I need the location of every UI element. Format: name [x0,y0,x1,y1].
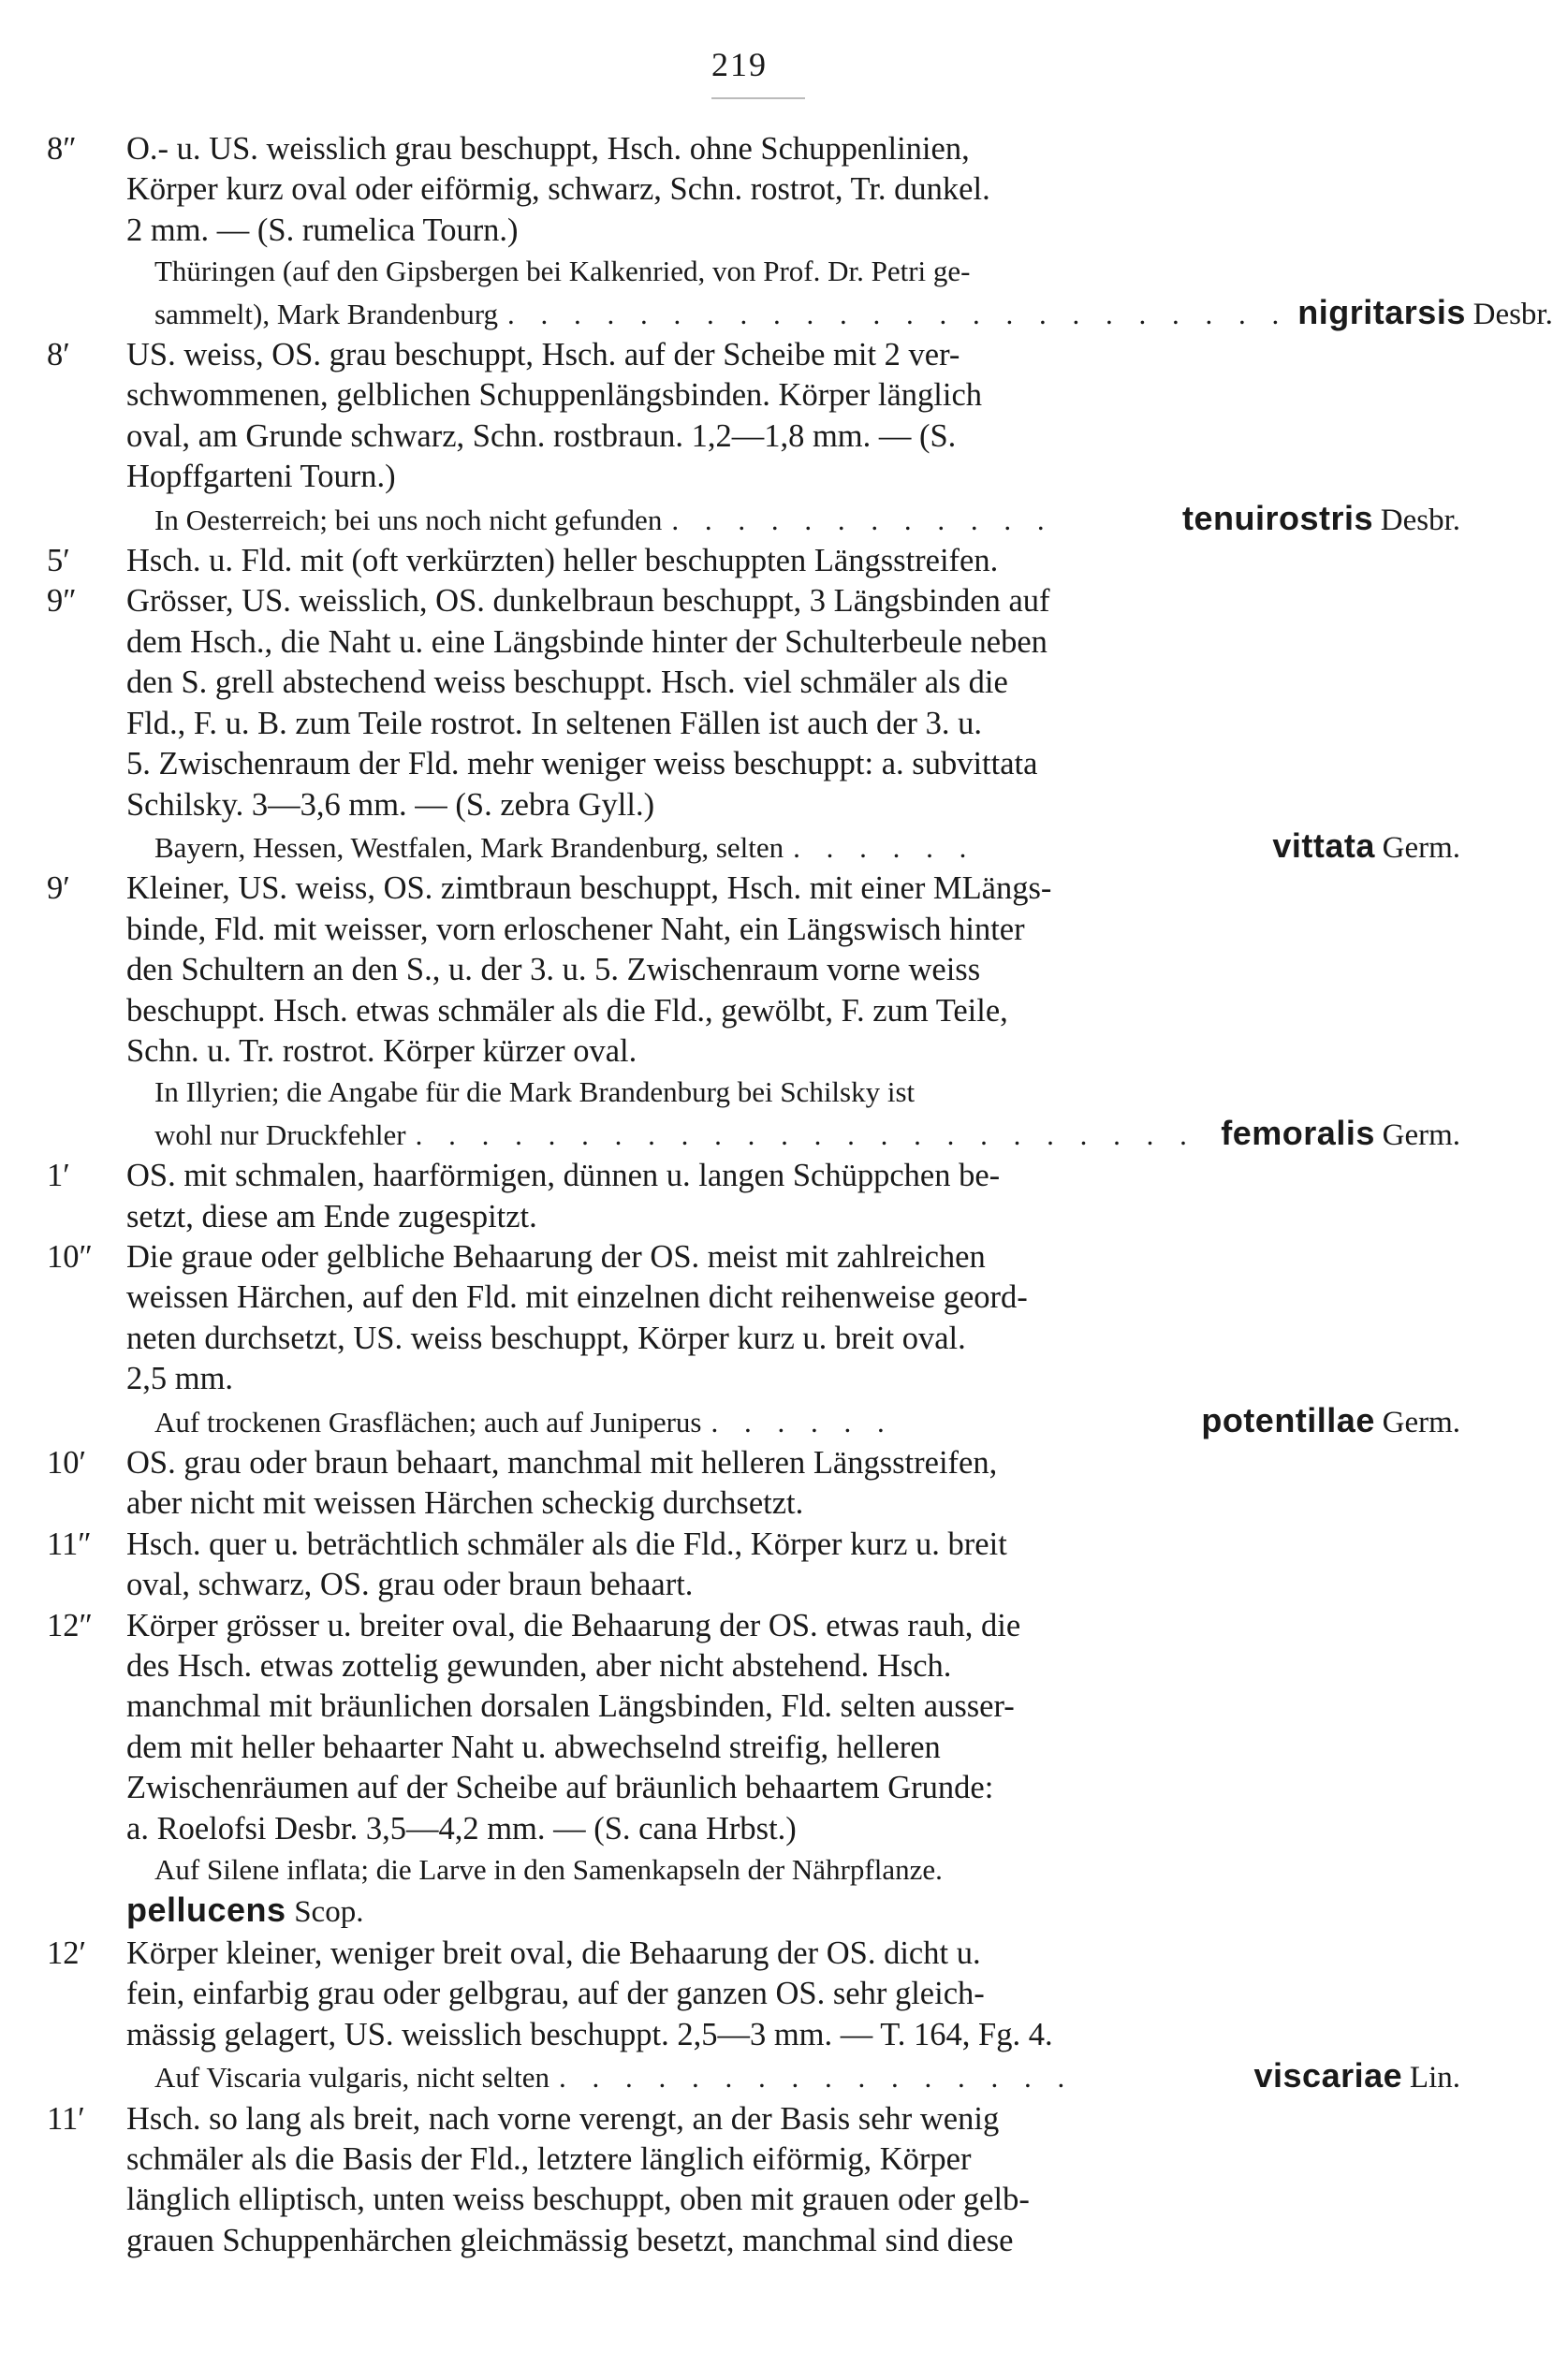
text-line: Körper kurz oval oder eiförmig, schwarz, Schn. rostrot, Tr. dunkel. [126,171,990,208]
couplet-number: 10″ [47,1238,93,1275]
distribution-line: wohl nur Druckfehler [154,1117,406,1151]
text-line: Kleiner, US. weiss, OS. zimtbraun beschuppt, Hsch. mit einer MLängs- [126,870,1052,907]
couplet-number: 11′ [47,2100,85,2137]
text-line: binde, Fld. mit weisser, vorn erloschener Naht, ein Längswisch hinter [126,911,1025,947]
text-line: Die graue oder gelbliche Behaarung der OS. meist mit zahlreichen [126,1238,986,1275]
key-entry [47,1525,1432,1606]
leader-dots: . . . . . . [711,1405,894,1438]
distribution-row [126,498,1460,541]
species-author: Desbr. [1472,297,1553,331]
species-author: Germ. [1382,1117,1460,1152]
distribution-line: Thüringen (auf den Gipsbergen bei Kalkenried, von Prof. Dr. Petri ge- [154,255,971,288]
key-entry [47,869,1460,1156]
text-line: schwommenen, gelblichen Schuppenlängsbinden. Körper länglich [126,377,983,414]
distribution-line: In Illyrien; die Angabe für die Mark Brandenburg bei Schilsky ist [154,1075,916,1109]
text-line: beschuppt. Hsch. etwas schmäler als die Fld., gewölbt, F. zum Teile, [126,992,1008,1029]
text-line: den S. grell abstechend weiss beschuppt. Hsch. viel schmäler als die [126,664,1008,701]
key-text [47,129,1553,2261]
key-entry [47,1934,1460,2099]
key-entry [47,581,1460,869]
species-author: Scop. [294,1895,364,1930]
text-line: oval, am Grunde schwarz, Schn. rostbraun. 1,2—1,8 mm. — (S. [126,417,957,454]
text-line: Grösser, US. weisslich, OS. dunkelbraun beschuppt, 3 Längsbinden auf [126,583,1050,620]
couplet-number: 9″ [47,583,77,620]
key-entry [47,2099,1432,2262]
species-author: Lin. [1409,2061,1460,2095]
text-line: Körper grösser u. breiter oval, die Behaarung der OS. etwas rauh, die [126,1607,1021,1643]
text-line: mässig gelagert, US. weisslich beschuppt. 2,5—3 mm. — T. 164, Fg. 4. [126,2016,1053,2052]
species-name: vittata [1272,825,1375,865]
text-line: a. Roelofsi Desbr. 3,5—4,2 mm. — (S. cana Hrbst.) [126,1810,797,1847]
distribution-line: Auf trockenen Grasflächen; auch auf Juniperus [154,1405,702,1438]
key-entry [47,1237,1460,1443]
distribution-line: In Oesterreich; bei uns noch nicht gefunden [154,503,663,536]
species-author: Germ. [1382,1405,1460,1439]
key-entry [47,1606,1432,1934]
text-line: manchmal mit bräunlichen dorsalen Längsbinden, Fld. selten ausser- [126,1688,1015,1725]
text-line: US. weiss, OS. grau beschuppt, Hsch. auf der Scheibe mit 2 ver- [126,337,960,373]
couplet-number: 1′ [47,1158,70,1194]
species-name: viscariae [1253,2056,1403,2095]
couplet-number: 10′ [47,1445,87,1481]
species-name: femoralis [1221,1113,1375,1152]
distribution-row [126,1400,1460,1443]
couplet-number: 11″ [47,1526,92,1562]
leader-dots: . . . . . . . . . . . . . . . . . . . . . . . . [415,1117,1196,1151]
text-line: setzt, diese am Ende zugespitzt. [126,1198,537,1234]
text-line: 5. Zwischenraum der Fld. mehr weniger weiss beschuppt: a. subvittata [126,746,1038,782]
distribution-line: Auf Silene inflata; die Larve in den Samenkapseln der Nährpflanze. [154,1853,943,1887]
distribution-line: Bayern, Hessen, Westfalen, Mark Brandenburg, selten [154,830,784,864]
text-line: oval, schwarz, OS. grau oder braun behaart. [126,1567,694,1603]
leader-dots: . . . . . . [793,830,976,864]
couplet-number: 5′ [47,543,70,579]
text-line: Fld., F. u. B. zum Teile rostrot. In seltenen Fällen ist auch der 3. u. [126,705,983,741]
species-name: pellucens [126,1891,286,1930]
species-author: Germ. [1382,830,1460,865]
text-line: 2,5 mm. [126,1361,234,1397]
text-line: Schn. u. Tr. rostrot. Körper kürzer oval. [126,1032,637,1069]
text-line: weissen Härchen, auf den Fld. mit einzelnen dicht reihenweise geord- [126,1279,1028,1316]
text-line: dem mit heller behaarter Naht u. abwechselnd streifig, helleren [126,1729,941,1765]
text-line: aber nicht mit weissen Härchen scheckig durchsetzt. [126,1485,804,1522]
text-line: dem Hsch., die Naht u. eine Längsbinde hinter der Schulterbeule neben [126,623,1048,660]
text-line: den Schultern an den S., u. der 3. u. 5. Zwischenraum vorne weiss [126,952,981,988]
text-line: 2 mm. — (S. rumelica Tourn.) [126,212,519,248]
key-entry [47,129,1553,335]
couplet-number: 8″ [47,131,77,167]
text-line: Schilsky. 3—3,6 mm. — (S. zebra Gyll.) [126,786,655,823]
couplet-number: 12″ [47,1607,93,1643]
text-line: Hsch. quer u. beträchtlich schmäler als die Fld., Körper kurz u. breit [126,1526,1007,1562]
distribution-row [126,292,1553,335]
couplet-number: 12′ [47,1935,87,1971]
leader-dots: . . . . . . . . . . . . . . . . [558,2061,1075,2095]
text-line: OS. grau oder braun behaart, manchmal mit helleren Längsstreifen, [126,1445,998,1481]
text-line: grauen Schuppenhärchen gleichmässig besetzt, manchmal sind diese [126,2222,1014,2258]
text-line: Körper kleiner, weniger breit oval, die Behaarung der OS. dicht u. [126,1935,981,1971]
text-line: Hopffgarteni Tourn.) [126,459,396,495]
distribution-line: sammelt), Mark Brandenburg [154,297,499,330]
key-entry [47,541,1432,581]
species-author: Desbr. [1380,503,1460,537]
key-entry [47,335,1460,541]
species-name: tenuirostris [1181,498,1373,537]
distribution-row [126,2055,1460,2098]
text-line: Hsch. so lang als breit, nach vorne verengt, an der Basis sehr wenig [126,2100,1000,2137]
text-line: OS. mit schmalen, haarförmigen, dünnen u. langen Schüppchen be- [126,1158,1001,1194]
text-line: Zwischenräumen auf der Scheibe auf bräunlich behaartem Grunde: [126,1770,994,1806]
text-line: fein, einfarbig grau oder gelbgrau, auf der ganzen OS. sehr gleich- [126,1976,985,2012]
key-entry [47,1443,1432,1525]
leader-dots: . . . . . . . . . . . . . . . . . . . . . . . . [507,297,1289,330]
species-name: nigritarsis [1297,292,1466,331]
text-line: schmäler als die Basis der Fld., letztere länglich eiförmig, Körper [126,2140,972,2177]
key-entry [47,1156,1432,1237]
page-number-rule [711,97,805,99]
text-line: länglich elliptisch, unten weiss beschuppt, oben mit grauen oder gelb- [126,2182,1030,2218]
species-line [126,1890,1432,1933]
text-line: Hsch. u. Fld. mit (oft verkürzten) heller beschuppten Längsstreifen. [126,543,999,579]
text-line: O.- u. US. weisslich grau beschuppt, Hsch. ohne Schuppenlinien, [126,131,970,167]
distribution-row [126,825,1460,869]
couplet-number: 9′ [47,870,70,907]
distribution-row [126,1113,1460,1156]
species-name: potentillae [1201,1400,1375,1439]
text-line: des Hsch. etwas zottelig gewunden, aber nicht abstehend. Hsch. [126,1648,952,1685]
leader-dots: . . . . . . . . . . . . [671,503,1054,536]
distribution-line: Auf Viscaria vulgaris, nicht selten [154,2061,549,2095]
text-line: neten durchsetzt, US. weiss beschuppt, Körper kurz u. breit oval. [126,1320,966,1356]
page-number: 219 [711,46,768,83]
couplet-number: 8′ [47,337,70,373]
